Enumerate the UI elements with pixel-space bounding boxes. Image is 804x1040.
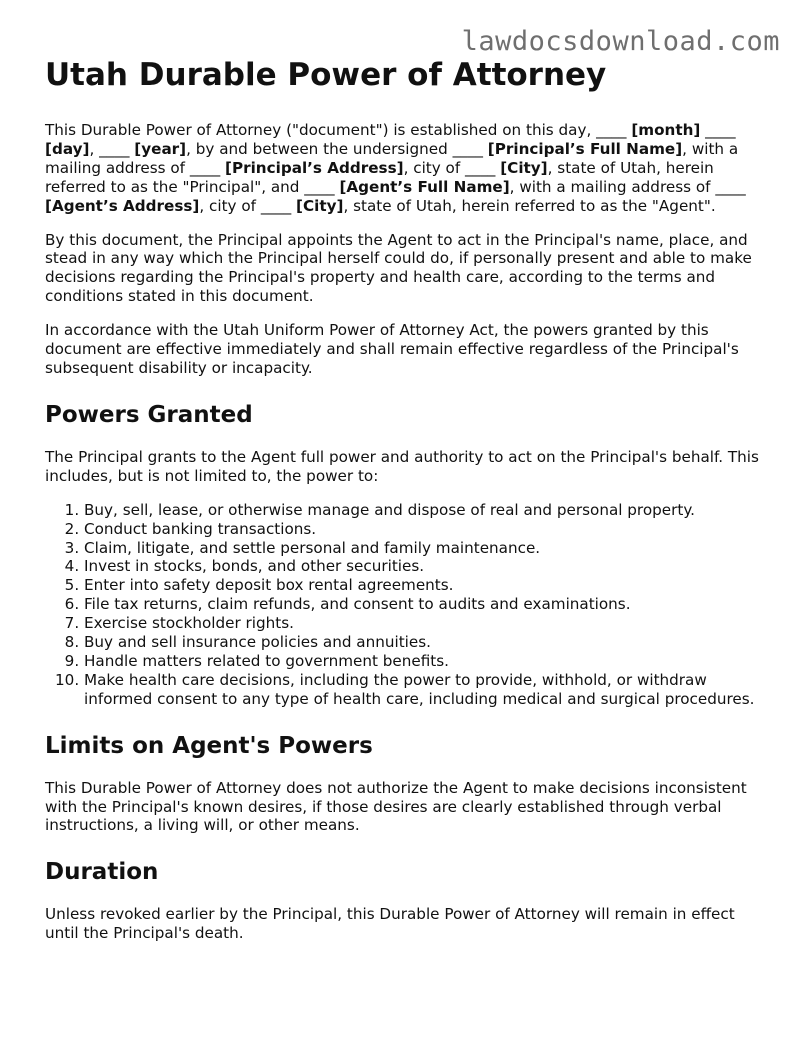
intro-text: , with a mailing address of ____ <box>509 177 746 196</box>
act-paragraph: In accordance with the Utah Uniform Power of Attorney Act, the powers granted by this document are effective immediately and shall remain effective regardless of the Principal's subsequent disability or incapacity. <box>45 321 739 377</box>
intro-text: , with a mailing address of ____ <box>45 139 739 177</box>
list-item: 9. Handle matters related to government benefits. <box>84 652 765 671</box>
intro-text: ____ <box>700 121 736 139</box>
day-placeholder: [day] <box>45 139 90 158</box>
list-item: 5. Enter into safety deposit box rental agreements. <box>84 576 765 595</box>
list-item: 2. Conduct banking transactions. <box>84 520 765 539</box>
intro-text: , state of Utah, herein referred to as the "Principal", and ____ <box>45 158 714 196</box>
agent-address-placeholder: [Agent’s Address] <box>45 196 200 215</box>
intro-paragraph <box>45 121 765 216</box>
intro-text: , city of ____ <box>199 196 297 215</box>
powers-list <box>45 501 765 709</box>
agent-city-placeholder: [City] <box>296 196 344 215</box>
list-item: 6. File tax returns, claim refunds, and consent to audits and examinations. <box>84 595 765 614</box>
limits-heading: Limits on Agent's Powers <box>45 732 373 759</box>
agent-name-placeholder: [Agent’s Full Name] <box>339 177 510 196</box>
duration-paragraph: Unless revoked earlier by the Principal, this Durable Power of Attorney will remain in effect until the Principal's death. <box>45 905 735 943</box>
watermark: lawdocsdownload.com <box>461 26 780 57</box>
year-placeholder: [year] <box>134 139 187 158</box>
principal-name-placeholder: [Principal’s Full Name] <box>487 139 683 158</box>
list-item: 7. Exercise stockholder rights. <box>84 614 765 633</box>
appointment-paragraph: By this document, the Principal appoints the Agent to act in the Principal's name, place, and stead in any way which the Principal herself could do, if personally present and able to make decisions regarding the Principal's property and health care, according to the terms and conditions stated in this document. <box>45 230 752 306</box>
powers-heading: Powers Granted <box>45 401 253 428</box>
powers-intro: The Principal grants to the Agent full power and authority to act on the Principal's behalf. This includes, but is not limited to, the power to: <box>45 447 759 485</box>
list-item: 8. Buy and sell insurance policies and annuities. <box>84 633 765 652</box>
list-item: 3. Claim, litigate, and settle personal and family maintenance. <box>84 539 765 558</box>
duration-heading: Duration <box>45 859 159 886</box>
intro-text: , city of ____ <box>403 158 501 177</box>
intro-text: This Durable Power of Attorney ("document") is established on this day, ____ <box>45 121 632 139</box>
intro-text: , state of Utah, herein referred to as the "Agent". <box>343 196 716 215</box>
principal-city-placeholder: [City] <box>500 158 548 177</box>
list-item: 4. Invest in stocks, bonds, and other securities. <box>84 557 765 576</box>
list-item: 1. Buy, sell, lease, or otherwise manage and dispose of real and personal property. <box>84 501 765 520</box>
limits-paragraph: This Durable Power of Attorney does not authorize the Agent to make decisions inconsistent with the Principal's known desires, if those desires are clearly established through verbal instructions, a living will, or other means. <box>45 778 747 835</box>
principal-address-placeholder: [Principal’s Address] <box>225 158 404 177</box>
intro-text: , ____ <box>89 139 135 158</box>
document-title: Utah Durable Power of Attorney <box>45 57 607 93</box>
list-item: 10. Make health care decisions, including the power to provide, withhold, or withdraw informed consent to any type of health care, including medical and surgical procedures. <box>84 671 765 709</box>
document-page <box>45 55 765 958</box>
intro-text: , by and between the undersigned ____ <box>186 139 488 158</box>
month-placeholder: [month] <box>631 121 701 139</box>
